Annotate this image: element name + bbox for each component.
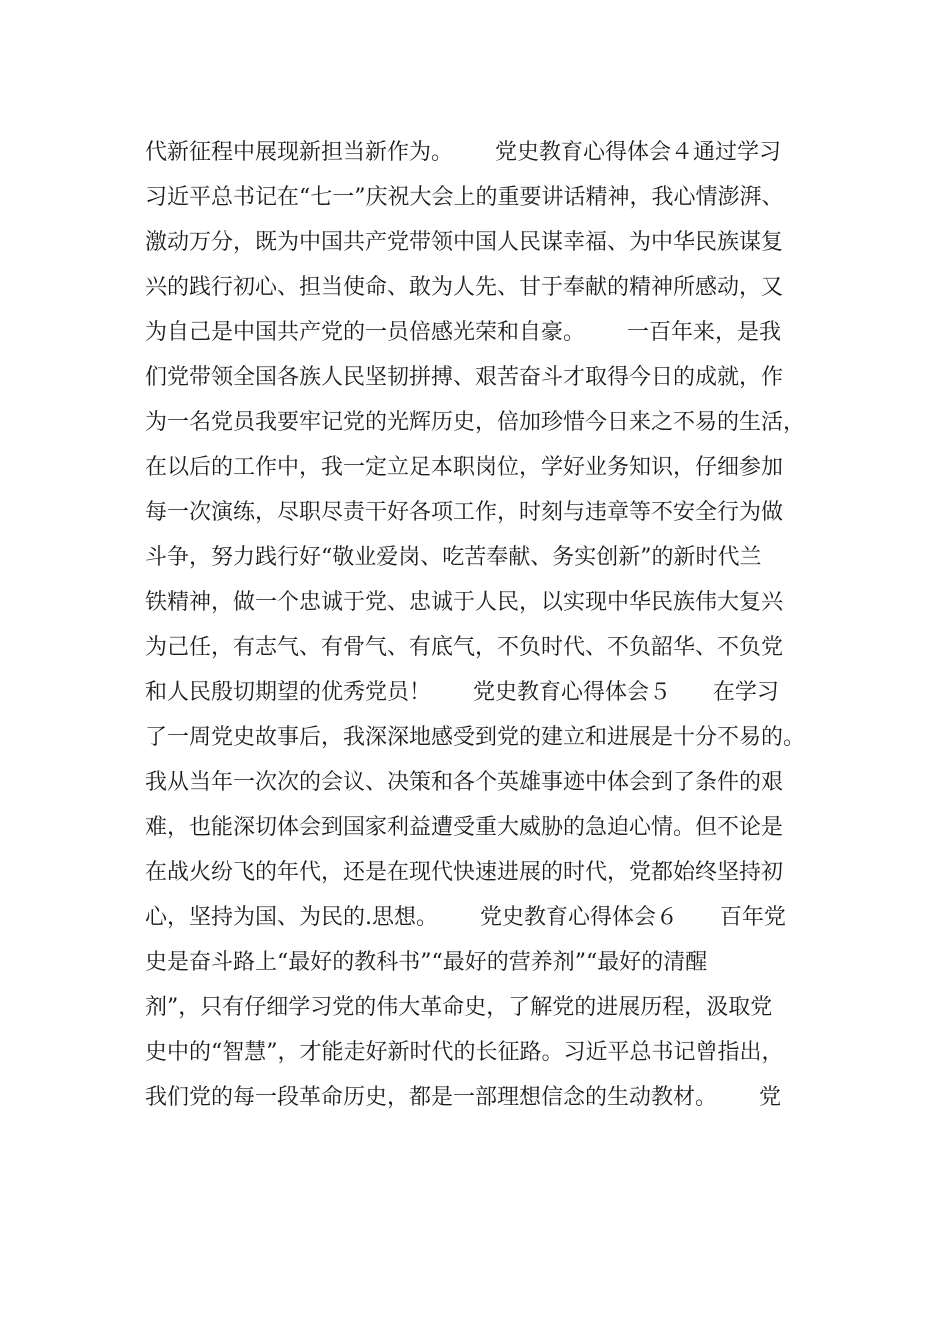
text-line: 为自己是中国共产党的一员倍感光荣和自豪。 一百年来，是我 [145,320,781,345]
text-line: 们党带领全国各族人民坚韧拼搏、艰苦奋斗才取得今日的成就，作 [145,365,784,390]
text-line: 心，坚持为国、为民的.思想。 党史教育心得体会６ 百年党 [145,905,786,930]
text-line: 代新征程中展现新担当新作为。 党史教育心得体会４通过学习 [145,140,781,165]
text-line: 为己任，有志气、有骨气、有底气，不负时代、不负韶华、不负党 [145,635,784,660]
text-line: 在战火纷飞的年代，还是在现代快速进展的时代，党都始终坚持初 [145,860,784,885]
text-line: 兴的践行初心、担当使命、敢为人先、甘于奉献的精神所感动，又 [145,275,784,300]
text-line: 我从当年一次次的会议、决策和各个英雄事迹中体会到了条件的艰 [145,770,784,795]
text-line: 和人民殷切期望的优秀党员！ 党史教育心得体会５ 在学习 [145,680,779,705]
text-line: 难，也能深切体会到国家利益遭受重大威胁的急迫心情。但不论是 [145,815,784,840]
text-line: 剂”，只有仔细学习党的伟大革命史，了解党的进展历程，汲取党 [145,995,773,1020]
text-line: 每一次演练，尽职尽责干好各项工作，时刻与违章等不安全行为做 [145,500,784,525]
text-line: 在以后的工作中，我一定立足本职岗位，学好业务知识，仔细参加 [145,455,784,480]
text-line: 史是奋斗路上“最好的教科书”“最好的营养剂”“最好的清醒 [145,950,708,975]
text-line: 史中的“智慧”，才能走好新时代的长征路。习近平总书记曾指出， [145,1040,784,1065]
text-line: 斗争，努力践行好“敬业爱岗、吃苦奉献、务实创新”的新时代兰 [145,545,762,570]
text-line: 激动万分，既为中国共产党带领中国人民谋幸福、为中华民族谋复 [145,230,784,255]
text-line: 习近平总书记在“七一”庆祝大会上的重要讲话精神，我心情澎湃、 [145,185,784,210]
text-line: 了一周党史故事后，我深深地感受到党的建立和进展是十分不易的。 [145,725,806,750]
body-text [145,130,835,1120]
text-line: 铁精神，做一个忠诚于党、忠诚于人民，以实现中华民族伟大复兴 [145,590,784,615]
text-line: 为一名党员我要牢记党的光辉历史，倍加珍惜今日来之不易的生活， [145,410,806,435]
text-line: 我们党的每一段革命历史，都是一部理想信念的生动教材。 党 [145,1085,781,1110]
